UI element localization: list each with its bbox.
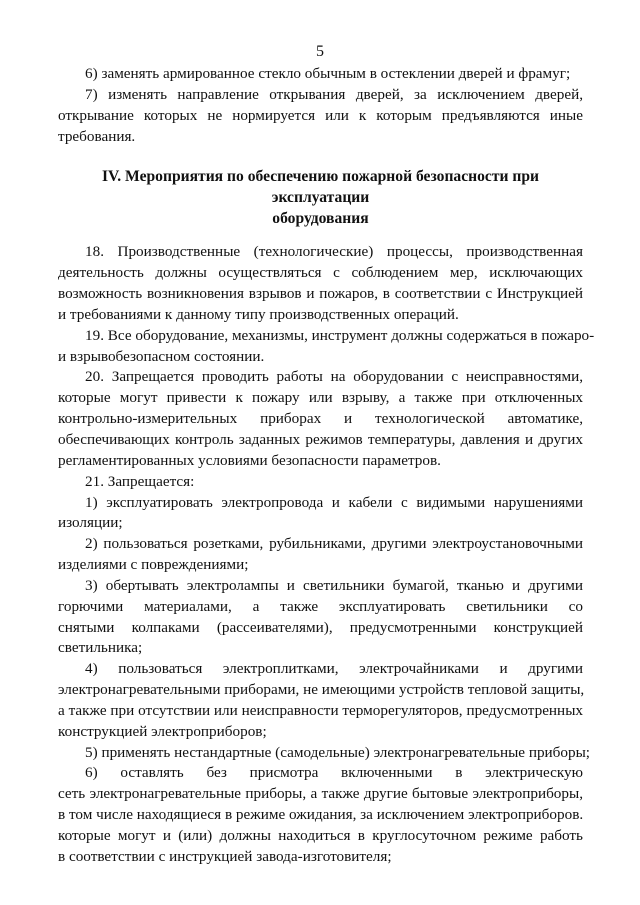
paragraph [58, 326, 595, 368]
text-line: 3) обертывать электролампы и светильники бумагой, тканью и другими [85, 576, 583, 594]
paragraph [58, 242, 583, 325]
text-line: 18. Производственные (технологические) процессы, производственная [85, 243, 583, 261]
text-line: регламентированных условиями безопасности параметров. [58, 451, 441, 469]
text-line: 2) пользоваться розетками, рубильниками, другими электроустановочными [85, 535, 583, 553]
paragraph [58, 493, 583, 535]
paragraph [58, 64, 583, 85]
text-line: а также при отсутствии или неисправности терморегуляторов, предусмотренных [58, 701, 583, 719]
text-line: изоляции; [58, 514, 123, 532]
text-line: сеть электронагревательные приборы, а также другие бытовые электроприборы, [58, 785, 583, 803]
document-body [58, 64, 595, 868]
text-line: 21. Запрещается: [85, 472, 195, 490]
text-line: и требованиями к данному типу производственных операций. [58, 305, 459, 323]
text-line: возможность возникновения взрывов и пожаров, в соответствии с Инструкцией [58, 285, 583, 303]
text-line: 5) применять нестандартные (самодельные) электронагревательные приборы; [85, 743, 591, 761]
text-line: 4) пользоваться электроплитками, электрочайниками и другими [85, 660, 583, 678]
paragraphs-before [58, 64, 583, 147]
text-line: и взрывобезопасном состоянии. [58, 347, 265, 365]
section-heading-line: IV. Мероприятия по обеспечению пожарной безопасности при эксплуатации [101, 168, 540, 207]
text-line: снятыми колпаками (рассеивателями), предусмотренными конструкцией [58, 618, 583, 636]
text-line: открывание которых не нормируется или к которым предъявляются иные [58, 106, 583, 124]
text-line: горючими материалами, а также эксплуатировать светильники со [58, 597, 583, 615]
text-line: 1) эксплуатировать электропровода и кабели с видимыми нарушениями [85, 493, 583, 511]
text-line: которые могут и (или) должны находиться в круглосуточном режиме работь [58, 827, 583, 844]
paragraph [58, 659, 583, 742]
paragraphs-after [58, 242, 595, 867]
text-line: электронагревательными приборами, не имеющими устройств тепловой защиты, [58, 681, 585, 699]
section-heading [58, 166, 583, 229]
text-line: 20. Запрещается проводить работы на оборудовании с неисправностями, [85, 368, 583, 386]
paragraph [58, 743, 591, 764]
text-line: в том числе находящиеся в режиме ожидания, за исключением электроприборов. [58, 806, 584, 824]
paragraph [58, 576, 583, 659]
text-line: контрольно-измерительных приборах и технологической автоматике, [58, 410, 583, 428]
section-heading-line: оборудования [272, 210, 369, 228]
paragraph [58, 367, 583, 471]
paragraph [58, 763, 583, 867]
text-line: деятельность должны осуществляться с соблюдением мер, исключающих [58, 264, 583, 282]
page-number: 5 [316, 43, 324, 60]
text-line: конструкцией электроприборов; [58, 722, 267, 740]
text-line: изделиями с повреждениями; [58, 556, 249, 574]
text-line: в соответствии с инструкцией завода-изготовителя; [58, 847, 392, 865]
text-line: 6) заменять армированное стекло обычным в остеклении дверей и фрамуг; [85, 65, 571, 82]
text-line: 7) изменять направление открывания дверей, за исключением дверей, [85, 85, 583, 103]
text-line: светильника; [58, 639, 143, 657]
text-line: требования. [58, 127, 136, 145]
paragraph [58, 85, 583, 148]
text-line: 19. Все оборудование, механизмы, инструмент должны содержаться в пожаро- [85, 326, 595, 344]
text-line: обеспечивающих контроль заданных режимов температуры, давления и других [58, 430, 583, 448]
text-line: которые могут привести к пожару или взрыву, а также при отключенных [58, 389, 583, 407]
text-line: 6) оставлять без присмотра включенными в электрическую [85, 764, 583, 782]
paragraph [58, 472, 583, 493]
paragraph [58, 534, 583, 576]
